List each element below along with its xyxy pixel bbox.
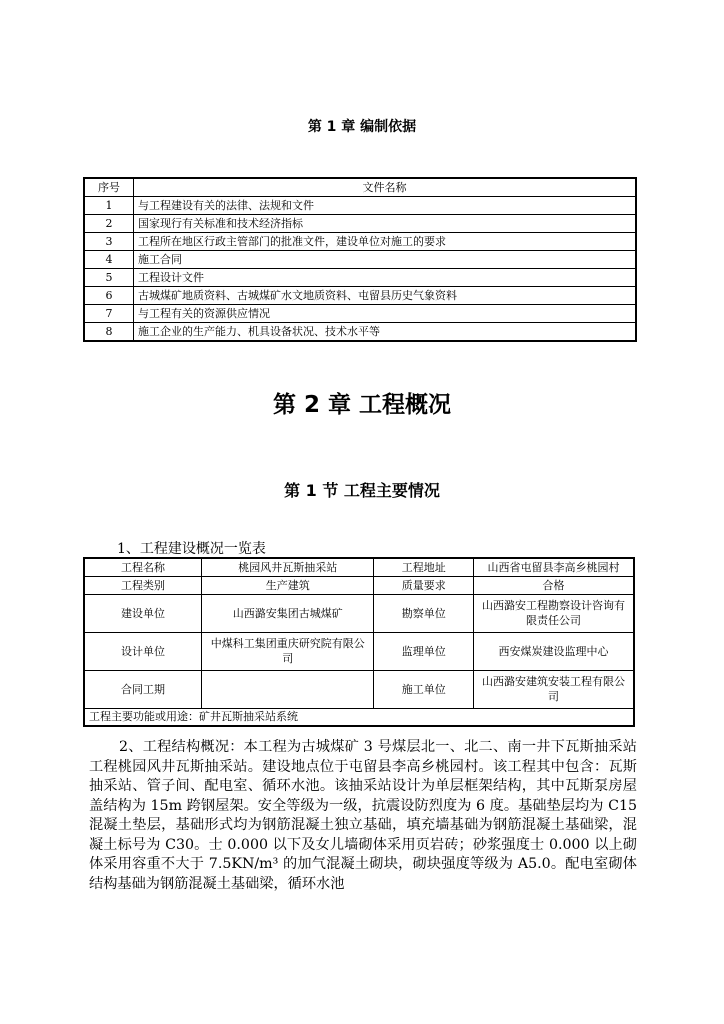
basis-table <box>83 177 637 342</box>
cell-label: 施工单位 <box>374 670 474 708</box>
cell-doc-name: 与工程有关的资源供应情况 <box>134 305 637 323</box>
table-row <box>84 670 634 708</box>
cell-index: 2 <box>84 215 134 233</box>
cell-value: 生产建筑 <box>202 576 374 594</box>
cell-value <box>202 670 374 708</box>
cell-value: 山西潞安工程勘察设计咨询有限责任公司 <box>474 594 634 632</box>
cell-doc-name: 与工程建设有关的法律、法规和文件 <box>134 197 637 215</box>
cell-function: 工程主要功能或用途：矿井瓦斯抽采站系统 <box>84 708 634 726</box>
cell-label: 合同工期 <box>84 670 202 708</box>
cell-index: 1 <box>84 197 134 215</box>
table-row <box>84 269 636 287</box>
cell-label: 工程类别 <box>84 576 202 594</box>
structure-paragraph: 2、工程结构概况：本工程为古城煤矿 3 号煤层北一、北二、南一井下瓦斯抽采站工程桃园风井瓦斯抽采站。建设地点位于屯留县李高乡桃园村。该工程其中包含：瓦斯抽采站、管子间、配电室、循环水池。该抽采站设计为单层框架结构，其中瓦斯泵房屋盖结构为 15m 跨钢屋架。安全等级为一级，抗震设防烈度为 6 度。基础垫层均为 C15 混凝土垫层，基础形式均为钢筋混凝土独立基础，填充墙基础为钢筋混凝土基础梁，混凝土标号为 C30。士 0.000 以下及女儿墙砌体采用页岩砖；砂浆强度士 0.000 以上砌体采用容重不大于 7.5KN/m³ 的加气混凝土砌块，砌块强度等级为 A5.0。配电室砌体结构基础为钢筋混凝土基础梁，循环水池 <box>89 739 637 892</box>
cell-value: 山西省屯留县李高乡桃园村 <box>474 558 634 576</box>
cell-label: 工程地址 <box>374 558 474 576</box>
cell-doc-name: 古城煤矿地质资料、古城煤矿水文地质资料、屯留县历史气象资料 <box>134 287 637 305</box>
cell-label: 勘察单位 <box>374 594 474 632</box>
cell-doc-name: 施工合同 <box>134 251 637 269</box>
cell-doc-name: 工程所在地区行政主管部门的批准文件，建设单位对施工的要求 <box>134 233 637 251</box>
table-row <box>84 305 636 323</box>
cell-doc-name: 国家现行有关标准和技术经济指标 <box>134 215 637 233</box>
table-row <box>84 632 634 670</box>
cell-value: 桃园风井瓦斯抽采站 <box>202 558 374 576</box>
structure-overview <box>89 738 637 894</box>
overview-table-title: 1、工程建设概况一览表 <box>117 541 266 557</box>
header-cell-index: 序号 <box>84 178 134 197</box>
table-header-row <box>84 178 636 197</box>
cell-value: 中煤科工集团重庆研究院有限公司 <box>202 632 374 670</box>
cell-label: 质量要求 <box>374 576 474 594</box>
cell-doc-name: 工程设计文件 <box>134 269 637 287</box>
cell-value: 山西潞安集团古城煤矿 <box>202 594 374 632</box>
table-row <box>84 576 634 594</box>
cell-label: 工程名称 <box>84 558 202 576</box>
table-row <box>84 558 634 576</box>
cell-doc-name: 施工企业的生产能力、机具设备状况、技术水平等 <box>134 323 637 342</box>
cell-index: 6 <box>84 287 134 305</box>
cell-value: 西安煤炭建设监理中心 <box>474 632 634 670</box>
cell-label: 设计单位 <box>84 632 202 670</box>
section-1-title: 第 1 节 工程主要情况 <box>284 481 440 500</box>
table-footer-row <box>84 708 634 726</box>
table-row <box>84 287 636 305</box>
cell-label: 建设单位 <box>84 594 202 632</box>
cell-index: 5 <box>84 269 134 287</box>
table-row <box>84 197 636 215</box>
cell-value: 山西潞安建筑安装工程有限公司 <box>474 670 634 708</box>
cell-index: 3 <box>84 233 134 251</box>
chapter-1-title: 第 1 章 编制依据 <box>307 119 417 135</box>
table-row <box>84 233 636 251</box>
overview-table <box>83 557 635 727</box>
cell-label: 监理单位 <box>374 632 474 670</box>
chapter-2-title: 第 2 章 工程概况 <box>272 392 452 418</box>
table-row <box>84 594 634 632</box>
cell-index: 7 <box>84 305 134 323</box>
header-cell-doc-name: 文件名称 <box>134 178 637 197</box>
table-row <box>84 215 636 233</box>
cell-index: 8 <box>84 323 134 342</box>
table-row <box>84 251 636 269</box>
cell-value: 合格 <box>474 576 634 594</box>
table-row <box>84 323 636 342</box>
cell-index: 4 <box>84 251 134 269</box>
